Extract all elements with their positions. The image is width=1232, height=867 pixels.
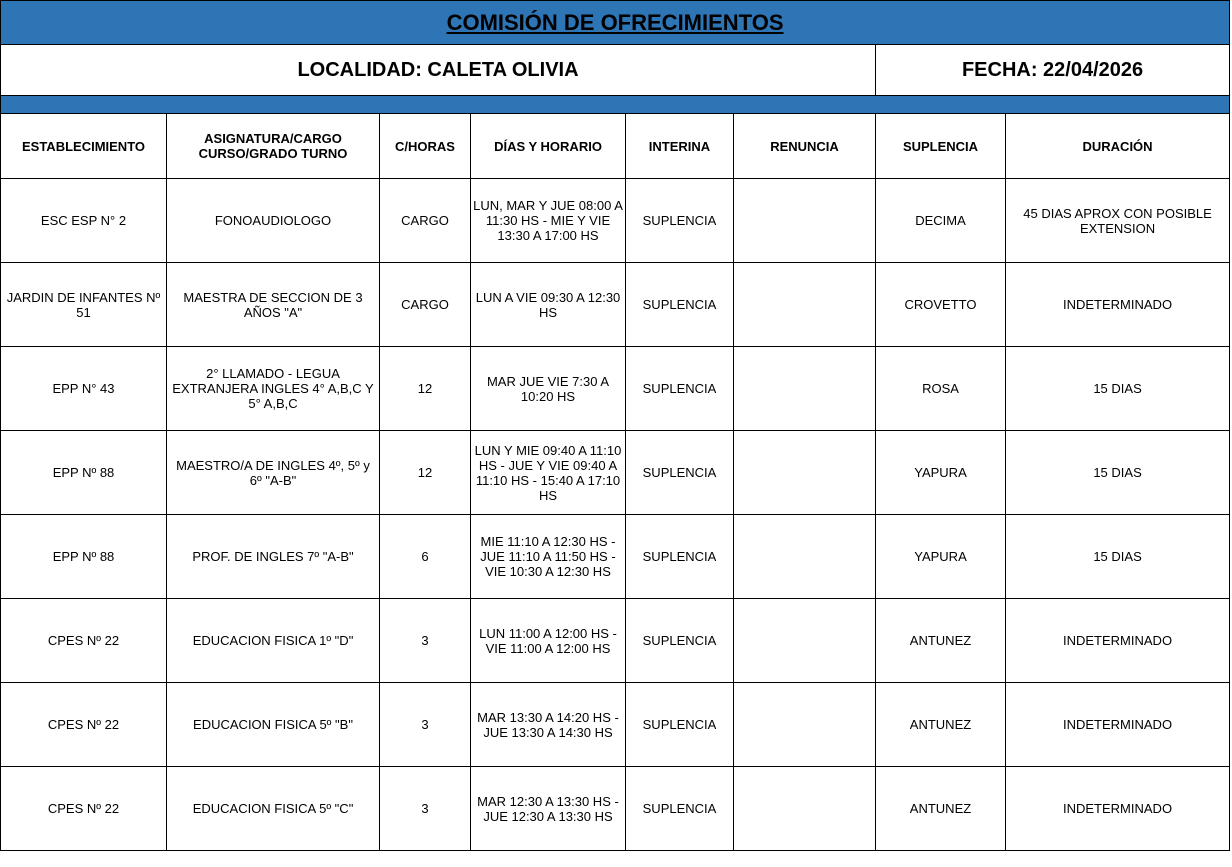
horas-cell: CARGO <box>380 179 471 263</box>
asignatura-cell: MAESTRO/A DE INGLES 4º, 5º y 6º "A-B" <box>167 431 380 515</box>
suplencia-cell: YAPURA <box>876 515 1006 599</box>
establecimiento-cell: CPES Nº 22 <box>1 767 167 851</box>
horas-cell: 6 <box>380 515 471 599</box>
renuncia-cell <box>734 599 876 683</box>
establecimiento-cell: EPP N° 43 <box>1 347 167 431</box>
table-row <box>1 515 1230 599</box>
establecimiento-cell: JARDIN DE INFANTES Nº 51 <box>1 263 167 347</box>
column-header: ASIGNATURA/CARGO CURSO/GRADO TURNO <box>167 114 380 179</box>
interina-cell: SUPLENCIA <box>626 263 734 347</box>
horario-cell: MIE 11:10 A 12:30 HS - JUE 11:10 A 11:50 HS - VIE 10:30 A 12:30 HS <box>471 515 626 599</box>
duracion-cell: 15 DIAS <box>1006 347 1230 431</box>
duracion-cell: 45 DIAS APROX CON POSIBLE EXTENSION <box>1006 179 1230 263</box>
renuncia-cell <box>734 347 876 431</box>
duracion-cell: INDETERMINADO <box>1006 683 1230 767</box>
page-title: COMISIÓN DE OFRECIMIENTOS <box>1 1 1230 45</box>
interina-cell: SUPLENCIA <box>626 599 734 683</box>
horario-cell: LUN A VIE 09:30 A 12:30 HS <box>471 263 626 347</box>
suplencia-cell: YAPURA <box>876 431 1006 515</box>
renuncia-cell <box>734 767 876 851</box>
localidad-label: LOCALIDAD: CALETA OLIVIA <box>1 45 876 96</box>
interina-cell: SUPLENCIA <box>626 431 734 515</box>
renuncia-cell <box>734 263 876 347</box>
establecimiento-cell: ESC ESP N° 2 <box>1 179 167 263</box>
horario-cell: LUN Y MIE 09:40 A 11:10 HS - JUE Y VIE 09:40 A 11:10 HS - 15:40 A 17:10 HS <box>471 431 626 515</box>
table-row <box>1 599 1230 683</box>
asignatura-cell: EDUCACION FISICA 1º "D" <box>167 599 380 683</box>
table-row <box>1 179 1230 263</box>
establecimiento-cell: EPP Nº 88 <box>1 431 167 515</box>
suplencia-cell: DECIMA <box>876 179 1006 263</box>
interina-cell: SUPLENCIA <box>626 347 734 431</box>
column-header: RENUNCIA <box>734 114 876 179</box>
asignatura-cell: EDUCACION FISICA 5º "B" <box>167 683 380 767</box>
horario-cell: MAR 13:30 A 14:20 HS - JUE 13:30 A 14:30 HS <box>471 683 626 767</box>
renuncia-cell <box>734 431 876 515</box>
asignatura-cell: EDUCACION FISICA 5º "C" <box>167 767 380 851</box>
table-row <box>1 683 1230 767</box>
column-header: C/HORAS <box>380 114 471 179</box>
horas-cell: CARGO <box>380 263 471 347</box>
horario-cell: LUN, MAR Y JUE 08:00 A 11:30 HS - MIE Y VIE 13:30 A 17:00 HS <box>471 179 626 263</box>
suplencia-cell: ANTUNEZ <box>876 683 1006 767</box>
column-header: SUPLENCIA <box>876 114 1006 179</box>
column-header: INTERINA <box>626 114 734 179</box>
interina-cell: SUPLENCIA <box>626 767 734 851</box>
column-header: DURACIÓN <box>1006 114 1230 179</box>
table-row <box>1 347 1230 431</box>
horas-cell: 3 <box>380 599 471 683</box>
table-row <box>1 767 1230 851</box>
table-row <box>1 263 1230 347</box>
interina-cell: SUPLENCIA <box>626 515 734 599</box>
column-header: DÍAS Y HORARIO <box>471 114 626 179</box>
duracion-cell: 15 DIAS <box>1006 515 1230 599</box>
suplencia-cell: ROSA <box>876 347 1006 431</box>
horas-cell: 12 <box>380 431 471 515</box>
info-row <box>1 45 1230 96</box>
horas-cell: 3 <box>380 683 471 767</box>
renuncia-cell <box>734 683 876 767</box>
duracion-cell: INDETERMINADO <box>1006 263 1230 347</box>
asignatura-cell: MAESTRA DE SECCION DE 3 AÑOS "A" <box>167 263 380 347</box>
horas-cell: 3 <box>380 767 471 851</box>
asignatura-cell: FONOAUDIOLOGO <box>167 179 380 263</box>
establecimiento-cell: CPES Nº 22 <box>1 683 167 767</box>
title-row <box>1 1 1230 45</box>
asignatura-cell: PROF. DE INGLES 7º "A-B" <box>167 515 380 599</box>
column-header-row <box>1 114 1230 179</box>
horas-cell: 12 <box>380 347 471 431</box>
column-header: ESTABLECIMIENTO <box>1 114 167 179</box>
horario-cell: LUN 11:00 A 12:00 HS - VIE 11:00 A 12:00 HS <box>471 599 626 683</box>
duracion-cell: 15 DIAS <box>1006 431 1230 515</box>
renuncia-cell <box>734 179 876 263</box>
horario-cell: MAR 12:30 A 13:30 HS - JUE 12:30 A 13:30 HS <box>471 767 626 851</box>
separator-band-cell <box>1 96 1230 114</box>
suplencia-cell: ANTUNEZ <box>876 767 1006 851</box>
duracion-cell: INDETERMINADO <box>1006 767 1230 851</box>
duracion-cell: INDETERMINADO <box>1006 599 1230 683</box>
establecimiento-cell: EPP Nº 88 <box>1 515 167 599</box>
renuncia-cell <box>734 515 876 599</box>
interina-cell: SUPLENCIA <box>626 683 734 767</box>
interina-cell: SUPLENCIA <box>626 179 734 263</box>
fecha-label: FECHA: 22/04/2026 <box>876 45 1230 96</box>
suplencia-cell: CROVETTO <box>876 263 1006 347</box>
separator-band <box>1 96 1230 114</box>
horario-cell: MAR JUE VIE 7:30 A 10:20 HS <box>471 347 626 431</box>
table-row <box>1 431 1230 515</box>
asignatura-cell: 2° LLAMADO - LEGUA EXTRANJERA INGLES 4° A,B,C Y 5° A,B,C <box>167 347 380 431</box>
suplencia-cell: ANTUNEZ <box>876 599 1006 683</box>
establecimiento-cell: CPES Nº 22 <box>1 599 167 683</box>
